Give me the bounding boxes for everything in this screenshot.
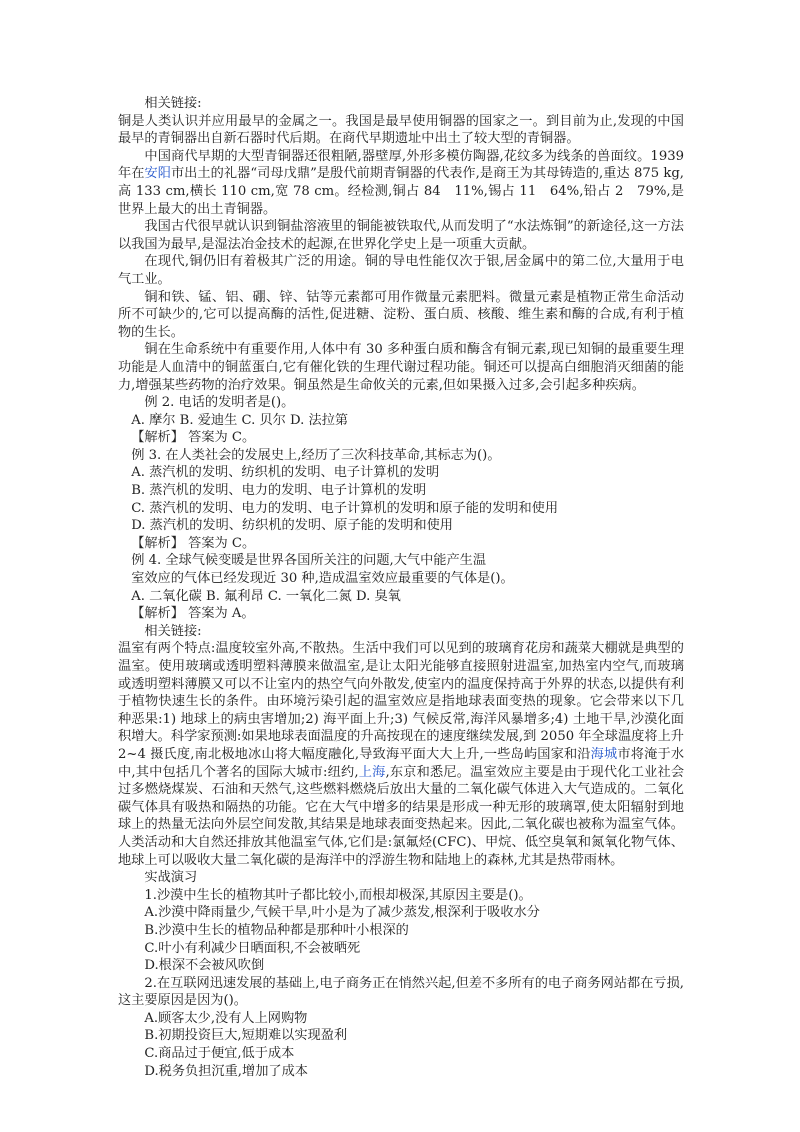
- example-3-question: 例 3. 在人类社会的发展史上,经历了三次科技革命,其标志为()。: [131, 447, 501, 463]
- section-title-practice: 实战演习: [144, 870, 198, 886]
- paragraph-greenhouse: [118, 640, 684, 869]
- paragraph-greenhouse-text-a: 温室有两个特点:温度较室外高,不散热。生活中我们可以见到的玻璃育花房和蔬菜大棚就是典型的温室。使用玻璃或透明塑料薄膜来做温室,是让太阳光能够直接照射进温室,加热室内空气,而玻璃或透明塑料薄膜又可以不让室内的热空气向外散发,使室内的温度保持高于外界的状态,以提供有利于植物快速生长的条件。由环境污染引起的温室效应是指地球表面变热的现象。它会带来以下几种恶果:1) 地球上的病虫害增加;2) 海平面上升;3) 气候反常,海洋风暴增多;4) 土地干旱,沙漠化面积增大。科学家预测:如果地球表面温度的升高按现在的速度继续发展,到 2050 年全球温度将上升 2~4 摄氏度,南北极地冰山将大幅度融化,导致海平面大大上升,一些岛屿国家和沿: [118, 641, 684, 762]
- paragraph-modern-copper: 在现代,铜仍旧有着极其广泛的用途。铜的导电性能仅次于银,居金属中的第二位,大量用于电气工业。: [118, 254, 684, 287]
- paragraph-shang-bronze-text-b: 市出土的礼器“司母戊鼎”是殷代前期青铜器的代表作,是商王为其母铸造的,重达 875 kg,高 133 cm,横长 110 cm,宽 78 cm。经检测,铜占 84 11%,锡占 11 64%,铅占 2 79%,是世界上最大的出土青铜器。: [118, 166, 684, 217]
- example-3-option-b: B. 蒸汽机的发明、电力的发明、电子计算机的发明: [131, 483, 427, 499]
- paragraph-copper-life: 铜在生命系统中有重要作用,人体中有 30 多种蛋白质和酶含有铜元素,现已知铜的最重要生理功能是人血清中的铜蓝蛋白,它有催化铁的生理代谢过程功能。铜还可以提高白细胞消灭细菌的能力,增强某些药物的治疗效果。铜虽然是生命攸关的元素,但如果摄入过多,会引起多种疾病。: [118, 342, 684, 393]
- practice-q2-option-b: B.初期投资巨大,短期难以实现盈利: [144, 1028, 348, 1044]
- practice-q2-option-c: C.商品过于便宜,低于成本: [144, 1046, 295, 1062]
- section-title-related-links-1: 相关链接:: [144, 96, 202, 111]
- practice-q1: 1.沙漠中生长的植物其叶子都比较小,而根却极深,其原因主要是()。: [144, 887, 532, 903]
- document-page: [118, 95, 684, 1080]
- paragraph-shang-bronze: [118, 148, 684, 218]
- example-2-question: 例 2. 电话的发明者是()。: [144, 395, 295, 411]
- section-title-related-links-2: 相关链接:: [144, 623, 202, 639]
- example-2-answer: 【解析】 答案为 C。: [131, 430, 256, 446]
- practice-q2-option-a: A.顾客太少,没有人上网购物: [144, 1010, 308, 1026]
- paragraph-hydrometallurgy: 我国古代很早就认识到铜盐溶液里的铜能被铁取代,从而发明了“水法炼铜”的新途径,这一方法以我国为最早,是湿法冶金技术的起源,在世界化学史上是一项重大贡献。: [118, 219, 684, 252]
- example-3-answer: 【解析】 答案为 C。: [131, 535, 256, 551]
- example-4-answer: 【解析】 答案为 A。: [131, 606, 255, 622]
- practice-q1-option-a: A.沙漠中降雨量少,气候干旱,叶小是为了减少蒸发,根深利于吸收水分: [144, 905, 540, 921]
- anyang-link[interactable]: 安阳: [144, 166, 171, 182]
- practice-q1-option-b: B.沙漠中生长的植物品种都是那种叶小根深的: [144, 922, 409, 938]
- paragraph-copper-intro: 铜是人类认识并应用最早的金属之一。我国是最早使用铜器的国家之一。到目前为止,发现的中国最早的青铜器出自新石器时代后期。在商代早期遗址中出土了较大型的青铜器。: [118, 113, 684, 147]
- practice-q2-option-d: D.税务负担沉重,增加了成本: [144, 1063, 308, 1079]
- example-2-options: A. 摩尔 B. 爱迪生 C. 贝尔 D. 法拉第: [131, 412, 349, 428]
- shanghai-link[interactable]: 上海: [358, 764, 386, 780]
- paragraph-greenhouse-text-b: 市将淹于水中,其中包括几个著名的国际大城市:纽约,: [118, 746, 685, 780]
- haicheng-link[interactable]: 海城: [590, 746, 618, 762]
- example-3-option-d: D. 蒸汽机的发明、纺织机的发明、原子能的发明和使用: [131, 518, 453, 534]
- example-3-option-a: A. 蒸汽机的发明、纺织机的发明、电子计算机的发明: [131, 465, 440, 481]
- example-4-question-line2: 室效应的气体已经发现近 30 种,造成温室效应最重要的气体是()。: [131, 571, 514, 587]
- practice-q1-option-c: C.叶小有利减少日晒面积,不会被晒死: [144, 940, 361, 956]
- example-4-options: A. 二氧化碳 B. 氟利昂 C. 一氧化二氮 D. 臭氧: [131, 588, 401, 604]
- example-3-option-c: C. 蒸汽机的发明、电力的发明、电子计算机的发明和原子能的发明和使用: [131, 500, 559, 516]
- example-4-question-line1: 例 4. 全球气候变暖是世界各国所关注的问题,大气中能产生温: [131, 553, 487, 569]
- practice-q2: 2.在互联网迅速发展的基础上,电子商务正在悄然兴起,但差不多所有的电子商务网站都在亏损,这主要原因是因为()。: [118, 975, 684, 1009]
- practice-q1-option-d: D.根深不会被风吹倒: [144, 958, 265, 974]
- paragraph-trace-elements: 铜和铁、锰、铝、硼、锌、钴等元素都可用作微量元素肥料。微量元素是植物正常生命活动所不可缺少的,它可以提高酶的活性,促进糖、淀粉、蛋白质、核酸、维生素和酶的合成,有利于植物的生长。: [118, 289, 684, 340]
- paragraph-greenhouse-text-c: ,东京和悉尼。温室效应主要是由于现代化工业社会过多燃烧煤炭、石油和天然气,这些燃料燃烧后放出大量的二氧化碳气体进入大气造成的。二氧化碳气体具有吸热和隔热的功能。它在大气中增多的结果是形成一种无形的玻璃罩,使太阳辐射到地球上的热量无法向外层空间发散,其结果是地球表面变热起来。因此,二氧化碳也被称为温室气体。人类活动和大自然还排放其他温室气体,它们是:氯氟烃(CFC)、甲烷、低空臭氧和氮氧化物气体、地球上可以吸收大量二氧化碳的是海洋中的浮游生物和陆地上的森林,尤其是热带雨林。: [118, 764, 685, 868]
- paragraph-shang-bronze-text-a: 中国商代早期的大型青铜器还很粗陋,器壁厚,外形多模仿陶器,花纹多为线条的兽面纹。1939 年在: [118, 148, 684, 182]
